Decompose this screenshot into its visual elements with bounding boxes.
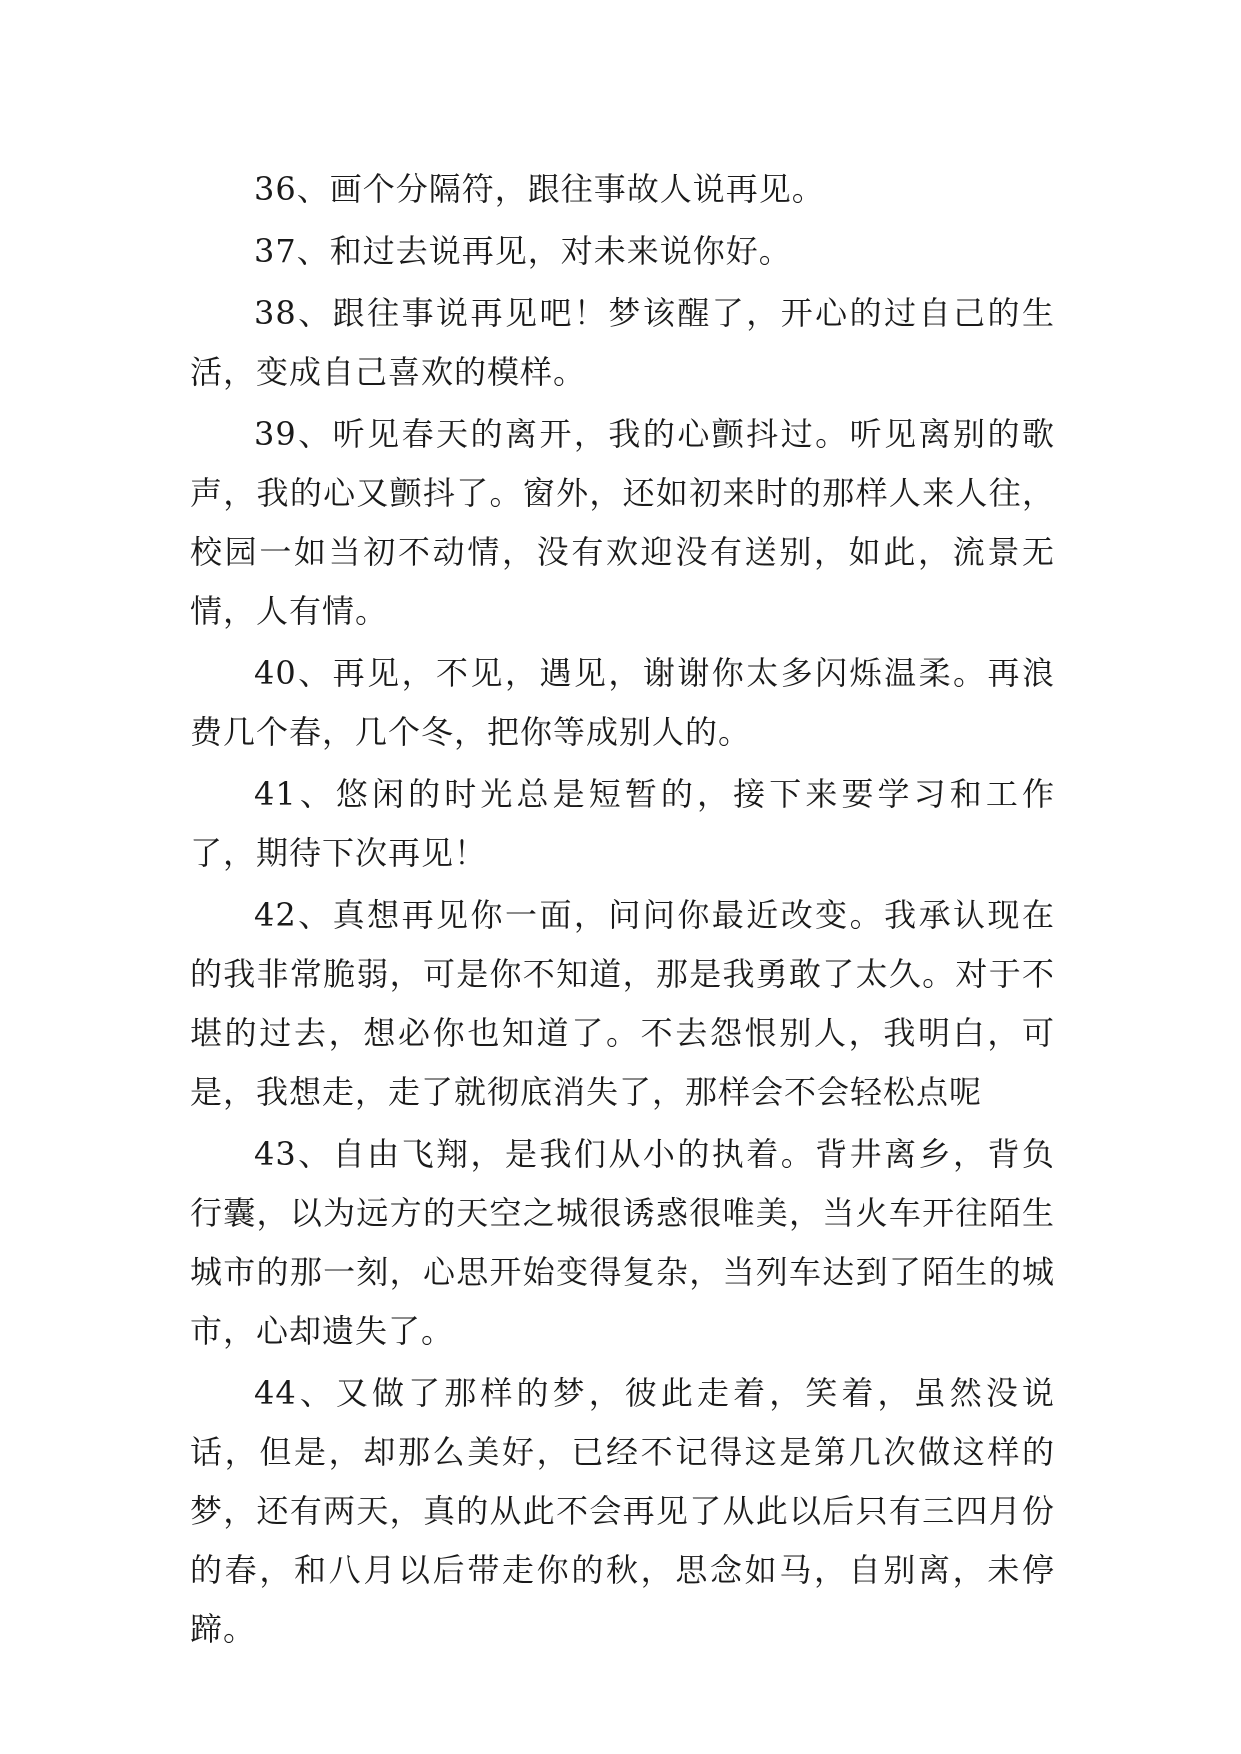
document-body	[190, 160, 1055, 1662]
paragraph-42: 42、真想再见你一面，问问你最近改变。我承认现在的我非常脆弱，可是你不知道，那是我勇敢了太久。对于不堪的过去，想必你也知道了。不去怨恨别人，我明白，可是，我想走，走了就彻底消失了，那样会不会轻松点呢	[190, 896, 1055, 1111]
paragraph-38: 38、跟往事说再见吧！梦该醒了，开心的过自己的生活，变成自己喜欢的模样。	[190, 294, 1055, 391]
paragraph-43: 43、自由飞翔，是我们从小的执着。背井离乡，背负行囊，以为远方的天空之城很诱惑很唯美，当火车开往陌生城市的那一刻，心思开始变得复杂，当列车达到了陌生的城市，心却遗失了。	[190, 1135, 1055, 1350]
paragraph-41: 41、悠闲的时光总是短暂的，接下来要学习和工作了，期待下次再见！	[190, 775, 1055, 872]
paragraph-44: 44、又做了那样的梦，彼此走着，笑着，虽然没说话，但是，却那么美好，已经不记得这是第几次做这样的梦，还有两天，真的从此不会再见了从此以后只有三四月份的春，和八月以后带走你的秋，思念如马，自别离，未停蹄。	[190, 1374, 1055, 1648]
paragraph-37: 37、和过去说再见，对未来说你好。	[254, 232, 792, 270]
paragraph-36: 36、画个分隔符，跟往事故人说再见。	[254, 170, 825, 208]
paragraph-39: 39、听见春天的离开，我的心颤抖过。听见离别的歌声，我的心又颤抖了。窗外，还如初来时的那样人来人往，校园一如当初不动情，没有欢迎没有送别，如此，流景无情，人有情。	[190, 415, 1055, 630]
paragraph-40: 40、再见，不见，遇见，谢谢你太多闪烁温柔。再浪费几个春，几个冬，把你等成别人的。	[190, 654, 1055, 751]
